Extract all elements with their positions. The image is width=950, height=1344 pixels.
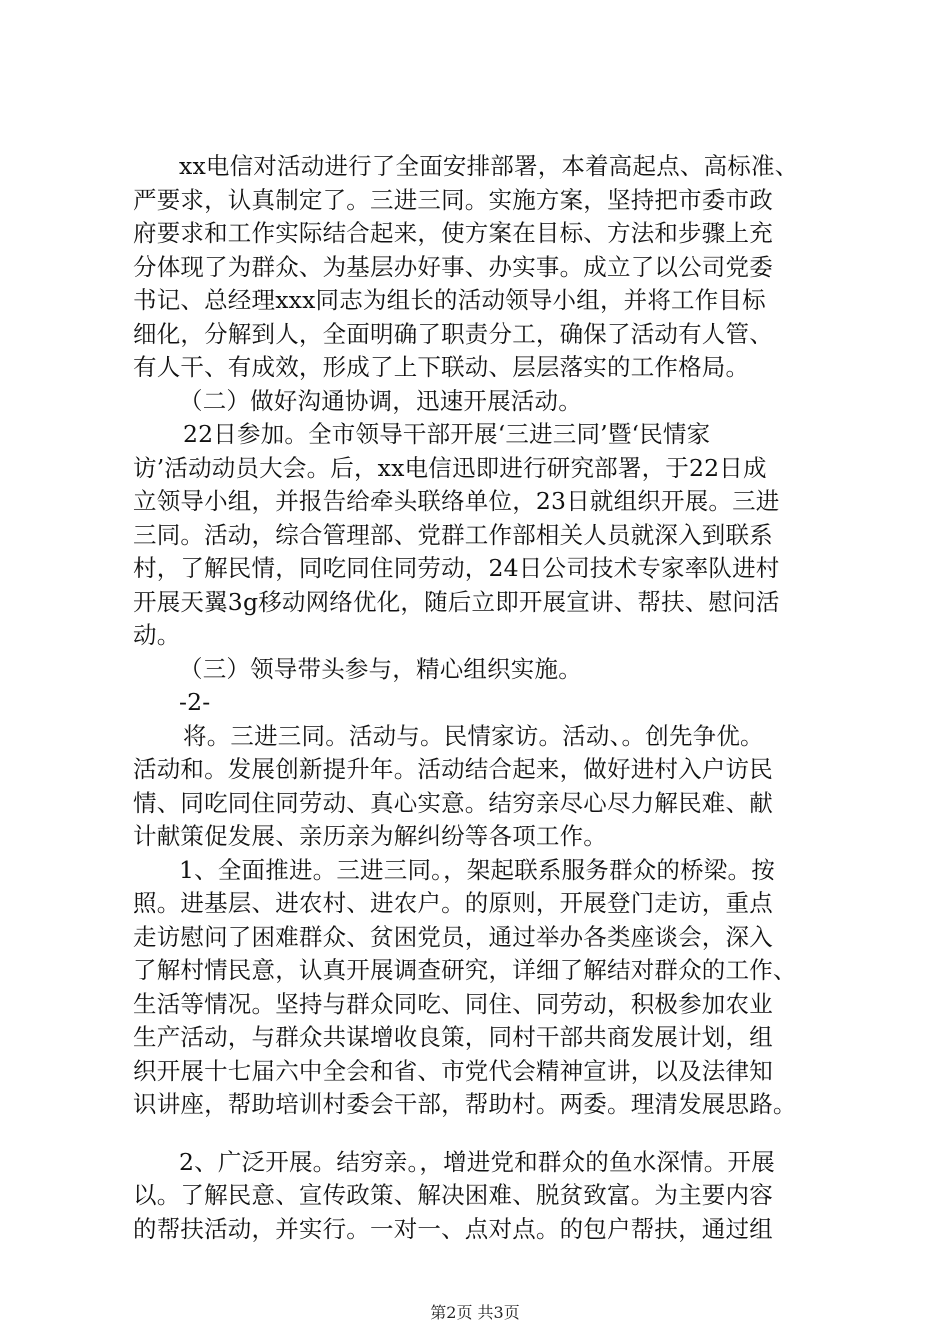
- paragraph-line: 识讲座，帮助培训村委会干部，帮助村。两委。理清发展思路。: [133, 1090, 797, 1118]
- paragraph-line: 动。: [133, 621, 181, 649]
- paragraph-line: 有人干、有成效，形成了上下联动、层层落实的工作格局。: [133, 353, 750, 381]
- paragraph-line: 以。了解民意、宣传政策、解决困难、脱贫致富。为主要内容: [133, 1181, 773, 1209]
- paragraph-line: 分体现了为群众、为基层办好事、办实事。成立了以公司党委: [133, 252, 773, 281]
- paragraph-line: 访’活动动员大会。后，xx电信迅即进行研究部署，于22日成: [133, 453, 767, 482]
- paragraph-line: 立领导小组，并报告给牵头联络单位，23日就组织开展。三进: [133, 487, 780, 515]
- paragraph-line: 了解村情民意，认真开展调查研究，详细了解结对群众的工作、: [133, 956, 797, 984]
- paragraph-line: 的帮扶活动，并实行。一对一、点对点。的包户帮扶，通过组: [133, 1214, 773, 1243]
- paragraph-line: 村，了解民情，同吃同住同劳动，24日公司技术专家率队进村: [133, 554, 780, 582]
- paragraph-line: 严要求，认真制定了。三进三同。实施方案，坚持把市委市政: [133, 185, 773, 214]
- paragraph-line: 计献策促发展、亲历亲为解纠纷等各项工作。: [133, 822, 607, 850]
- paragraph-line: xx电信对活动进行了全面安排部署，本着高起点、高标准、: [179, 152, 799, 180]
- paragraph-line: 开展天翼3g移动网络优化，随后立即开展宣讲、帮扶、慰问活: [133, 587, 780, 616]
- paragraph-line: 细化，分解到人，全面明确了职责分工，确保了活动有人管、: [133, 319, 773, 348]
- section-heading-2: （二）做好沟通协调，迅速开展活动。: [179, 386, 582, 415]
- paragraph-3: [133, 720, 833, 854]
- paragraph-line: 织开展十七届六中全会和省、市党代会精神宣讲，以及法律知: [133, 1056, 773, 1085]
- paragraph-5: [133, 1146, 833, 1247]
- paragraph-line: 将。三进三同。活动与。民情家访。活动、。创先争优。: [183, 721, 764, 750]
- paragraph-4: [133, 854, 833, 1122]
- paragraph-line: 生产活动，与群众共谋增收良策，同村干部共商发展计划，组: [133, 1023, 773, 1051]
- document-body: [133, 150, 833, 1246]
- paragraph-line: 府要求和工作实际结合起来，使方案在目标、方法和步骤上充: [133, 219, 773, 247]
- paragraph-line: 情、同吃同住同劳动、真心实意。结穷亲尽心尽力解民难、献: [133, 788, 773, 817]
- paragraph-line: 生活等情况。坚持与群众同吃、同住、同劳动，积极参加农业: [133, 989, 773, 1018]
- paragraph-line: 照。进基层、进农村、进农户。的原则，开展登门走访，重点: [133, 889, 773, 917]
- paragraph-line: 22日参加。全市领导干部开展‘三进三同’暨‘民情家: [183, 420, 711, 448]
- paragraph-line: 活动和。发展创新提升年。活动结合起来，做好进村入户访民: [133, 755, 773, 783]
- page-footer: 第2页 共3页: [430, 1303, 520, 1322]
- section-heading-3: （三）领导带头参与，精心组织实施。: [179, 654, 582, 683]
- paragraph-line: 1、全面推进。三进三同。，架起联系服务群众的桥梁。按: [179, 855, 775, 884]
- paragraph-line: 2、广泛开展。结穷亲。，增进党和群众的鱼水深情。开展: [179, 1147, 775, 1176]
- paragraph-1: [133, 150, 833, 385]
- paragraph-line: 走访慰问了困难群众、贫困党员，通过举办各类座谈会，深入: [133, 922, 773, 951]
- paragraph-2: [133, 418, 833, 653]
- paragraph-line: 书记、总经理xxx同志为组长的活动领导小组，并将工作目标: [133, 286, 766, 314]
- paragraph-line: 三同。活动，综合管理部、党群工作部相关人员就深入到联系: [133, 520, 773, 549]
- page-marker: -2-: [179, 688, 211, 716]
- paragraph-spacer: [133, 1122, 833, 1146]
